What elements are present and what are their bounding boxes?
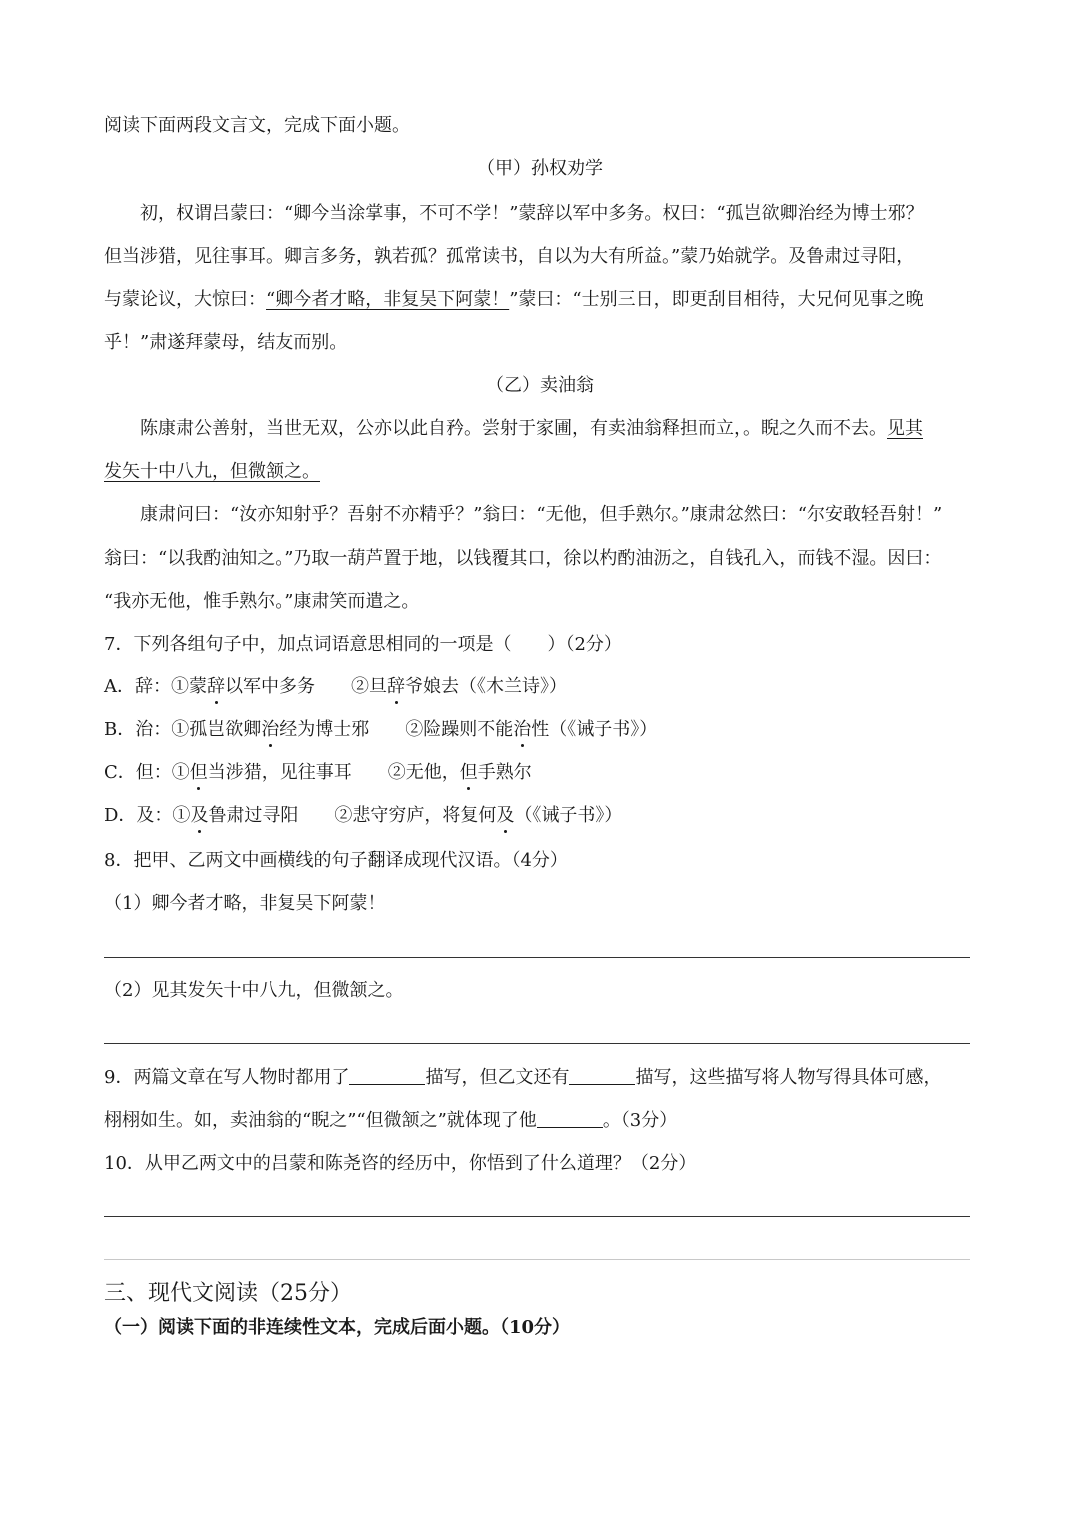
passage-b-line: 康肃问曰：“汝亦知射乎？吾射不亦精乎？”翁曰：“无他，但手熟尔。”康肃忿然曰：“尔安敢轻吾射！” <box>140 504 943 525</box>
question-8-stem: 8．把甲、乙两文中画横线的句子翻译成现代汉语。（4分） <box>104 850 568 871</box>
passage-b-title: （乙）卖油翁 <box>486 375 594 396</box>
intro-text: 阅读下面两段文言文，完成下面小题。 <box>104 115 410 136</box>
passage-b-line <box>104 461 970 483</box>
answer-line[interactable] <box>104 1043 970 1044</box>
question-7-option-b[interactable]: B．治：①孤岂欲卿治经为博士邪 ②险躁则不能治性（《诫子书》） <box>104 719 658 740</box>
answer-line[interactable] <box>104 957 970 958</box>
question-7-option-d[interactable]: D．及：①及鲁肃过寻阳 ②悲守穷庐，将复何及（《诫子书》） <box>104 805 623 826</box>
underlined-sentence-1: “卿今者才略，非复吴下阿蒙！ <box>266 289 510 310</box>
passage-a-line: 但当涉猎，见往事耳。卿言多务，孰若孤？孤常读书，自以为大有所益。”蒙乃始就学。及鲁肃过寻阳， <box>104 246 915 267</box>
question-7-option-c[interactable]: C．但：①但当涉猎，见往事耳 ②无他，但手熟尔 <box>104 762 532 783</box>
passage-a-title: （甲）孙权劝学 <box>477 158 603 179</box>
passage-a-line: 乎！”肃遂拜蒙母，结友而别。 <box>104 332 348 353</box>
answer-line[interactable] <box>104 1216 970 1217</box>
passage-b-line: “我亦无他，惟手熟尔。”康肃笑而遣之。 <box>104 591 420 612</box>
section-divider <box>104 1259 970 1260</box>
fill-blank[interactable] <box>537 1111 603 1128</box>
question-8-sentence-1: （1）卿今者才略，非复吴下阿蒙！ <box>104 893 386 914</box>
question-9-line: 栩栩如生。如，卖油翁的“睨之”“但微颔之”就体现了他 。（3分） <box>104 1110 678 1131</box>
question-7-stem: 7．下列各组句子中，加点词语意思相同的一项是（ ）（2分） <box>104 634 622 655</box>
passage-a-line: 与蒙论议，大惊曰：“卿今者才略，非复吴下阿蒙！”蒙曰：“士别三日，即更刮目相待，大兄何见事之晚 <box>104 289 924 310</box>
fill-blank[interactable] <box>569 1068 635 1085</box>
passage-b-line: 陈康肃公善射，当世无双，公亦以此自矜。尝射于家圃，有卖油翁释担而立，。睨之久而不去。见其 <box>140 418 923 439</box>
passage-a-line: 初，权谓吕蒙曰：“卿今当涂掌事，不可不学！”蒙辞以军中多务。权曰：“孤岂欲卿治经为博士邪？ <box>140 203 924 224</box>
question-7-option-a[interactable]: A．辞：①蒙辞以军中多务 ②旦辞爷娘去（《木兰诗》） <box>104 676 567 697</box>
section-subheading: （一）阅读下面的非连续性文本，完成后面小题。（10分） <box>104 1317 571 1338</box>
question-10-stem: 10．从甲乙两文中的吕蒙和陈尧咨的经历中，你悟到了什么道理？（2分） <box>104 1153 697 1174</box>
underlined-sentence-2a: 见其 <box>887 418 923 439</box>
question-9-line: 9．两篇文章在写人物时都用了 描写，但乙文还有 描写，这些描写将人物写得具体可感， <box>104 1067 942 1088</box>
question-8-sentence-2: （2）见其发矢十中八九，但微颔之。 <box>104 980 404 1001</box>
underlined-sentence-2b: 发矢十中八九，但微颔之。 <box>104 461 320 482</box>
passage-b-line: 翁曰：“以我酌油知之。”乃取一葫芦置于地，以钱覆其口，徐以杓酌油沥之，自钱孔入，而钱不湿。因曰： <box>104 548 942 569</box>
section-heading: 三、现代文阅读（25分） <box>104 1281 352 1306</box>
fill-blank[interactable] <box>349 1068 425 1085</box>
